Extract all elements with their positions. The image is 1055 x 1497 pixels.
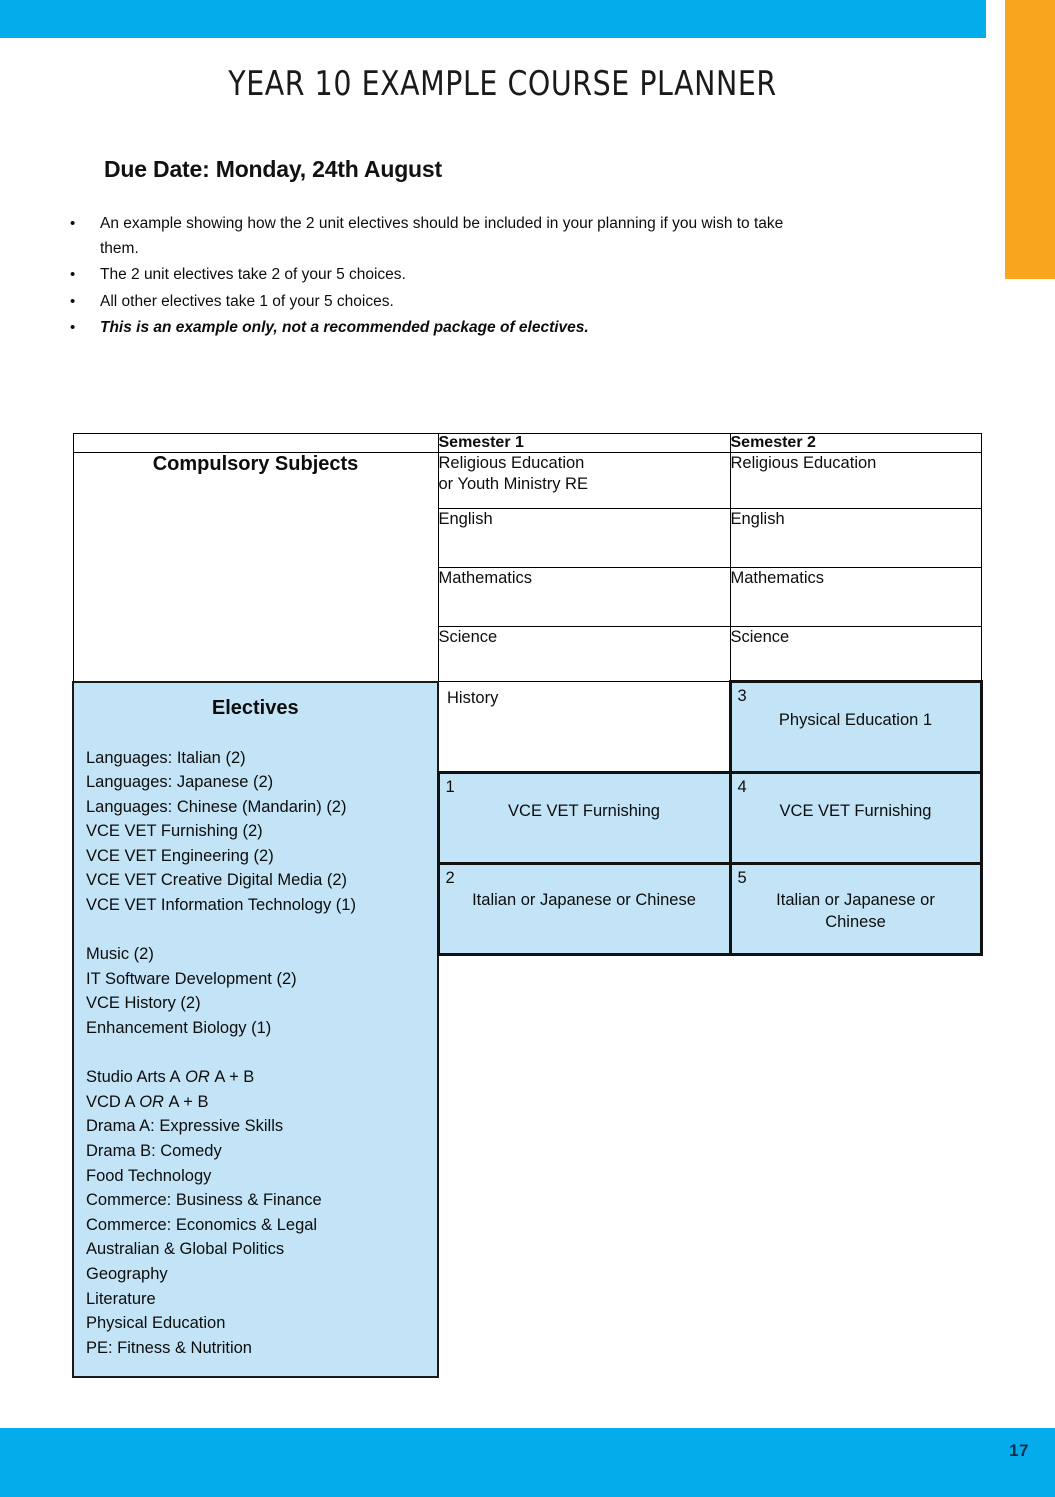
table-header-row [73, 434, 981, 453]
header-semester-1: Semester 1 [438, 434, 730, 453]
elective-item: Food Technology [86, 1166, 212, 1185]
bullet-dot-icon: • [70, 319, 76, 336]
list-item [64, 263, 784, 288]
course-planner-table [72, 433, 983, 1378]
bottom-blue-band [0, 1428, 1055, 1497]
cell-compulsory-s1-1: English [438, 509, 730, 568]
elective-item: VCE VET Information Technology (1) [86, 896, 356, 915]
list-group-gap [86, 918, 427, 943]
choice-number-s2-0: 3 [737, 687, 747, 705]
page-title: YEAR 10 EXAMPLE COURSE PLANNER [228, 64, 777, 104]
cell-compulsory-s1-3: Science [438, 627, 730, 682]
elective-item: Commerce: Economics & Legal [86, 1215, 318, 1234]
due-date-heading: Due Date: Monday, 24th August [104, 156, 442, 182]
choice-number-s2-1: 4 [737, 778, 747, 796]
cell-compulsory-s2-2: Mathematics [730, 568, 981, 627]
spacer-cell-s1 [438, 955, 730, 1378]
cell-compulsory-s2-1: English [730, 509, 981, 568]
cell-elective-s1-2[interactable] [438, 864, 730, 955]
cell-elective-s1-0[interactable] [438, 682, 730, 773]
electives-panel [73, 682, 438, 1378]
cell-elective-s2-1[interactable] [730, 773, 981, 864]
elective-item: Drama A: Expressive Skills [86, 1117, 284, 1136]
list-item-label: The 2 unit electives take 2 of your 5 choices. [100, 266, 406, 283]
choice-label-s1-2: Italian or Japanese or Chinese [472, 891, 696, 909]
elective-item: IT Software Development (2) [86, 969, 297, 988]
elective-item: Geography [86, 1264, 168, 1283]
cell-compulsory-s1-2: Mathematics [438, 568, 730, 627]
choice-label-s1-0: History [447, 689, 499, 707]
or-separator: OR [180, 1068, 215, 1087]
spacer-cell-s2 [730, 955, 981, 1378]
elective-item: VCE VET Engineering (2) [86, 846, 274, 865]
elective-item: Music (2) [86, 945, 154, 964]
table-row-electives [73, 682, 981, 773]
choice-label-s2-0: Physical Education 1 [778, 711, 933, 729]
list-item-label: An example showing how the 2 unit electives should be included in your planning if you wish to take them. [100, 215, 784, 257]
compulsory-subjects-label: Compulsory Subjects [73, 453, 438, 682]
elective-item: Languages: Italian (2) [86, 748, 246, 767]
right-orange-band [1005, 0, 1055, 279]
cell-elective-s1-1[interactable] [438, 773, 730, 864]
elective-item: Enhancement Biology (1) [86, 1019, 272, 1038]
elective-item: VCD A OR A + B [86, 1092, 209, 1111]
header-semester-2: Semester 2 [730, 434, 981, 453]
elective-item: VCE History (2) [86, 994, 201, 1013]
top-blue-band [0, 0, 986, 38]
electives-title: Electives [211, 696, 299, 719]
cell-compulsory-s1-0 [438, 453, 730, 509]
cell-line: Religious Education [438, 454, 585, 472]
elective-item: Physical Education [86, 1314, 226, 1333]
elective-item: Languages: Japanese (2) [86, 773, 274, 792]
elective-item: VCE VET Furnishing (2) [86, 822, 263, 841]
electives-subject-list [84, 746, 427, 1361]
choice-number-s2-2: 5 [737, 869, 747, 887]
cell-compulsory-s2-0: Religious Education [730, 453, 981, 509]
cell-compulsory-s2-3: Science [730, 627, 981, 682]
cell-elective-s2-0[interactable] [730, 682, 981, 773]
elective-item: Studio Arts A OR A + B [86, 1068, 255, 1087]
instructions-list [64, 212, 784, 343]
elective-item: Literature [86, 1289, 156, 1308]
corner-cell [73, 434, 438, 453]
elective-item: PE: Fitness & Nutrition [86, 1338, 252, 1357]
elective-item: Australian & Global Politics [86, 1240, 285, 1259]
list-item [64, 212, 784, 261]
page-number: 17 [1009, 1441, 1029, 1460]
cell-elective-s2-2[interactable] [730, 864, 981, 955]
list-group-gap [86, 1041, 427, 1066]
or-separator: OR [139, 1092, 169, 1111]
cell-line: or Youth Ministry RE [438, 475, 588, 493]
bullet-dot-icon: • [70, 215, 76, 232]
list-item-label: All other electives take 1 of your 5 choices. [100, 292, 394, 310]
choice-label-s1-1: VCE VET Furnishing [508, 802, 660, 820]
choice-label-s2-2: Italian or Japanese or Chinese [776, 891, 935, 931]
list-item-label: This is an example only, not a recommended package of electives. [100, 319, 589, 336]
bullet-dot-icon: • [70, 292, 76, 310]
list-item [64, 290, 784, 315]
choice-label-s2-1: VCE VET Furnishing [779, 802, 932, 820]
table-row [73, 453, 981, 509]
elective-item: Drama B: Comedy [86, 1142, 222, 1160]
choice-number-s1-2: 2 [445, 869, 455, 887]
elective-item: Languages: Chinese (Mandarin) (2) [86, 797, 347, 816]
bullet-dot-icon: • [70, 266, 76, 283]
list-item [64, 316, 784, 341]
choice-number-s1-1: 1 [445, 778, 455, 796]
elective-item: Commerce: Business & Finance [86, 1191, 322, 1210]
elective-item: VCE VET Creative Digital Media (2) [86, 871, 348, 890]
